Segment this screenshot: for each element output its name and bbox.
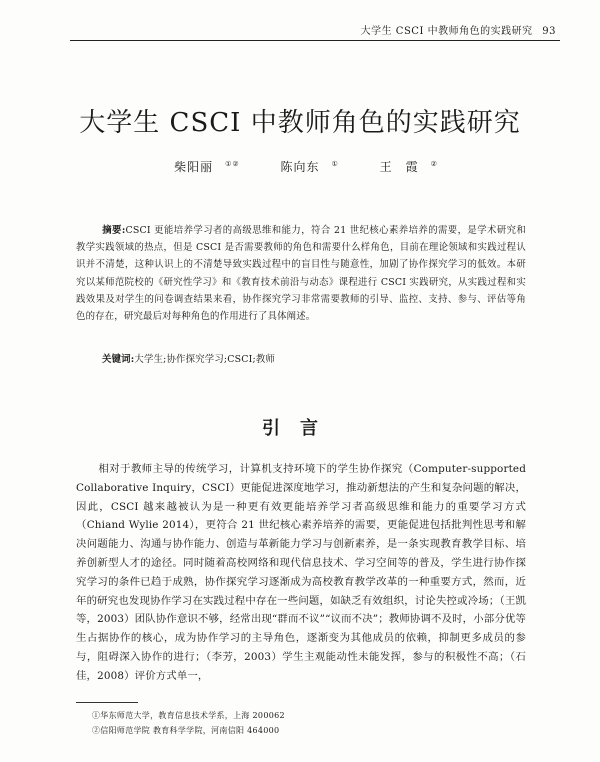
article-title: 大学生 CSCI 中教师角色的实践研究 [79, 108, 521, 138]
affiliation-mark: ①② [225, 160, 240, 168]
author: 王 霞 ② [379, 160, 438, 174]
abstract-text: CSCI 更能培养学习者的高级思维和能力，符合 21 世纪核心素养培养的需要，是学术研究和教学实践领域的热点，但是 CSCI 是否需要教师的角色和需要什么样角色，目前在理论领域和实践过程认识并不清楚，这种认识上的不清楚导致实践过程中的盲目性与随意性，加剧了协作探究学习的低效。本研究以某师范院校的《研究性学习》和《教育技术前沿与动态》课程进行 CSCI 实践研究，从实践过程和实践效果及对学生的问卷调查结果来看，协作探究学习非常需要教师的引导、监控、支持、参与、评估等角色的存在，研究最后对每种角色的作用进行了具体阐述。 [76, 225, 526, 323]
affiliation-mark: ① [331, 160, 339, 168]
footnotes [92, 708, 285, 738]
footnote: ①华东师范大学，教育信息技术学系，上海 200062 [92, 711, 285, 720]
abstract [76, 222, 526, 325]
author-list [0, 158, 600, 175]
abstract-label: 摘要: [102, 225, 126, 236]
affiliation-mark: ② [430, 160, 438, 168]
body-paragraph-text: 相对于教师主导的传统学习，计算机支持环境下的学生协作探究（Computer-supported Collaborative Inquiry，CSCI）更能促进深度地学习，推动新想法的产生和复杂问题的解决，因此，CSCI 越来越被认为是一种更有效更能培养学习者高级思维和能力的重要学习方式（Chiand Wylie 2014），更符合 21 世纪核心素养培养的需要，更能促进包括批判性思考和解决问题能力、沟通与协作能力、创造与革新能力学习与创新素养，是一条实现教育教学目标、培养创新型人才的途径。同时随着高校网络和现代信息技术、学习空间等的普及，学生进行协作探究学习的条件已趋于成熟，协作探究学习逐渐成为高校教育教学改革的一种重要方式，然而，近年的研究也发现协作学习在实践过程中存在一些问题，如缺乏有效组织，讨论失控或冷场；（王凯等，2003）团队协作意识不够，经常出现“群而不议”“议而不决”；教师协调不及时，小部分优等生占据协作的核心，成为协作学习的主导角色，逐渐变为其他成员的依赖，抑制更多成员的参与，阻碍深入协作的进行；（李芳，2003）学生主观能动性未能发挥，参与的积极性不高；（石佳，2008）评价方式单一， [76, 463, 526, 682]
section-heading: 引言 [262, 418, 338, 439]
footnote-rule [76, 702, 138, 703]
keywords-text: 大学生;协作探究学习;CSCI;教师 [134, 354, 276, 365]
running-head [361, 22, 556, 37]
footnote: ②信阳师范学院 教育科学学院，河南信阳 464000 [92, 726, 280, 735]
body-paragraph [76, 460, 526, 686]
running-title: 大学生 CSCI 中教师角色的实践研究 [360, 26, 533, 37]
author: 陈向东 ① [280, 160, 339, 174]
author: 柴阳丽 ①② [174, 160, 240, 174]
keywords [102, 351, 275, 365]
keywords-label: 关键词: [102, 354, 135, 365]
header-rule [70, 40, 560, 41]
page-number: 93 [542, 26, 556, 37]
